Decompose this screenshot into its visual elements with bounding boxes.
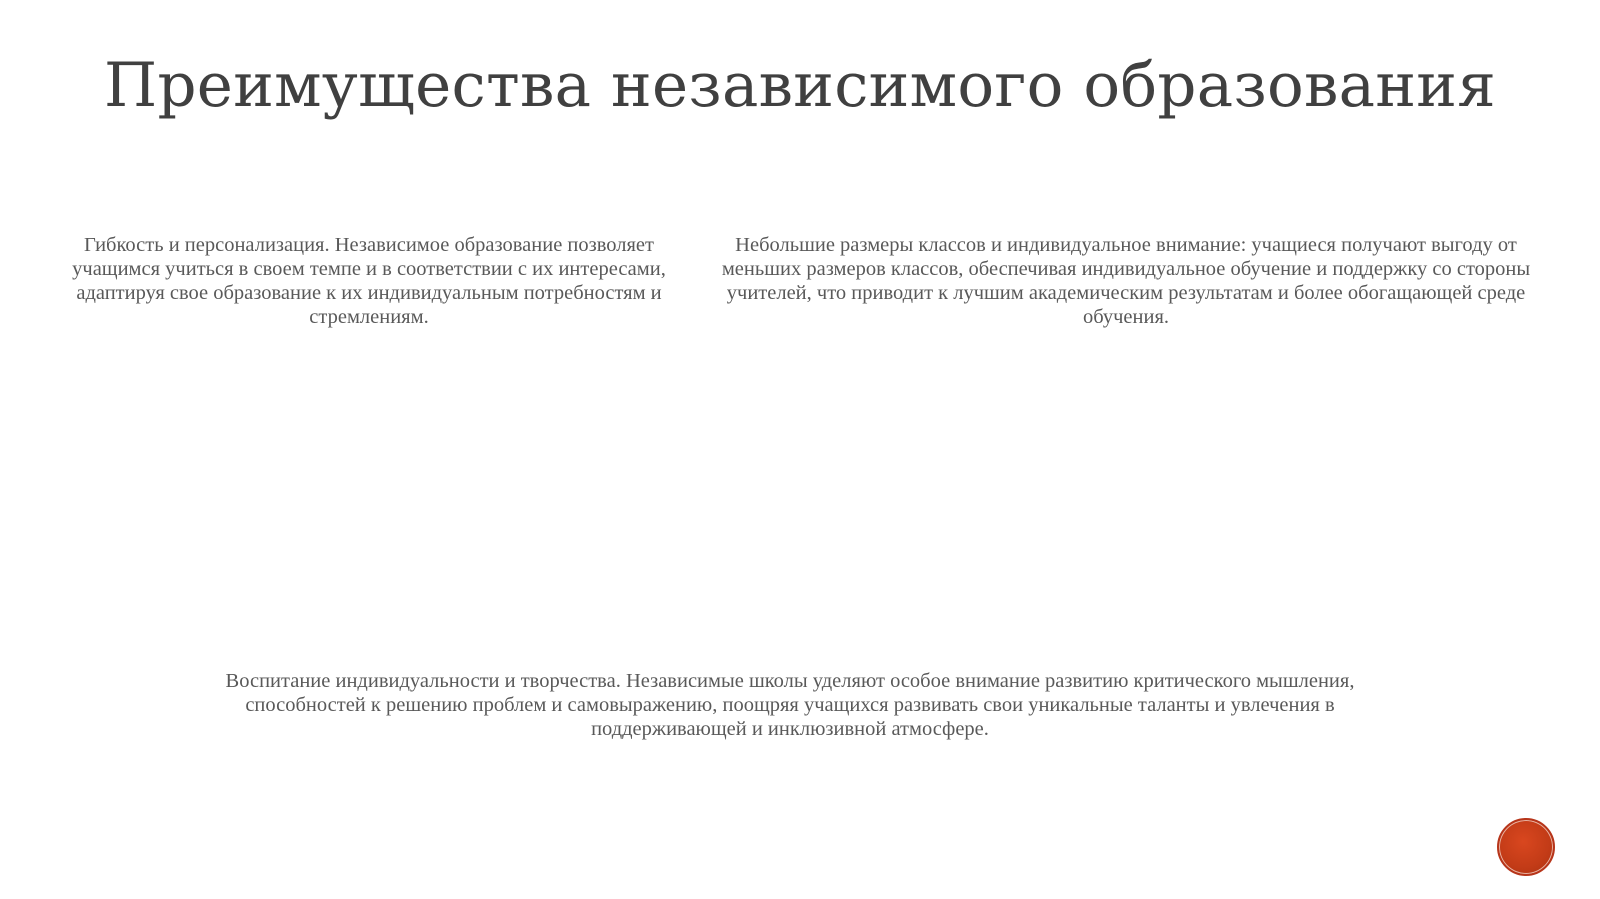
- text-block-class-size: Небольшие размеры классов и индивидуальное внимание: учащиеся получают выгоду от меньших размеров классов, обеспечивая индивидуальное обучение и поддержку со стороны учителей, что приводит к лучшим академическим результатам и более обогащающей среде обучения.: [721, 234, 1531, 328]
- slide-nav-button[interactable]: [1497, 818, 1555, 876]
- text-block-individuality: Воспитание индивидуальности и творчества. Независимые школы уделяют особое внимание развитию критического мышления, способностей к решению проблем и самовыражению, поощряя учащихся развивать свои уникальные таланты и увлечения в поддерживающей и инклюзивной атмосфере.: [225, 670, 1355, 740]
- text-block-flexibility: Гибкость и персонализация. Независимое образование позволяет учащимся учиться в своем темпе и в соответствии с их интересами, адаптируя свое образование к их индивидуальным потребностям и стремлениям.: [72, 234, 666, 328]
- slide-title: Преимущества независимого образования: [103, 50, 1497, 121]
